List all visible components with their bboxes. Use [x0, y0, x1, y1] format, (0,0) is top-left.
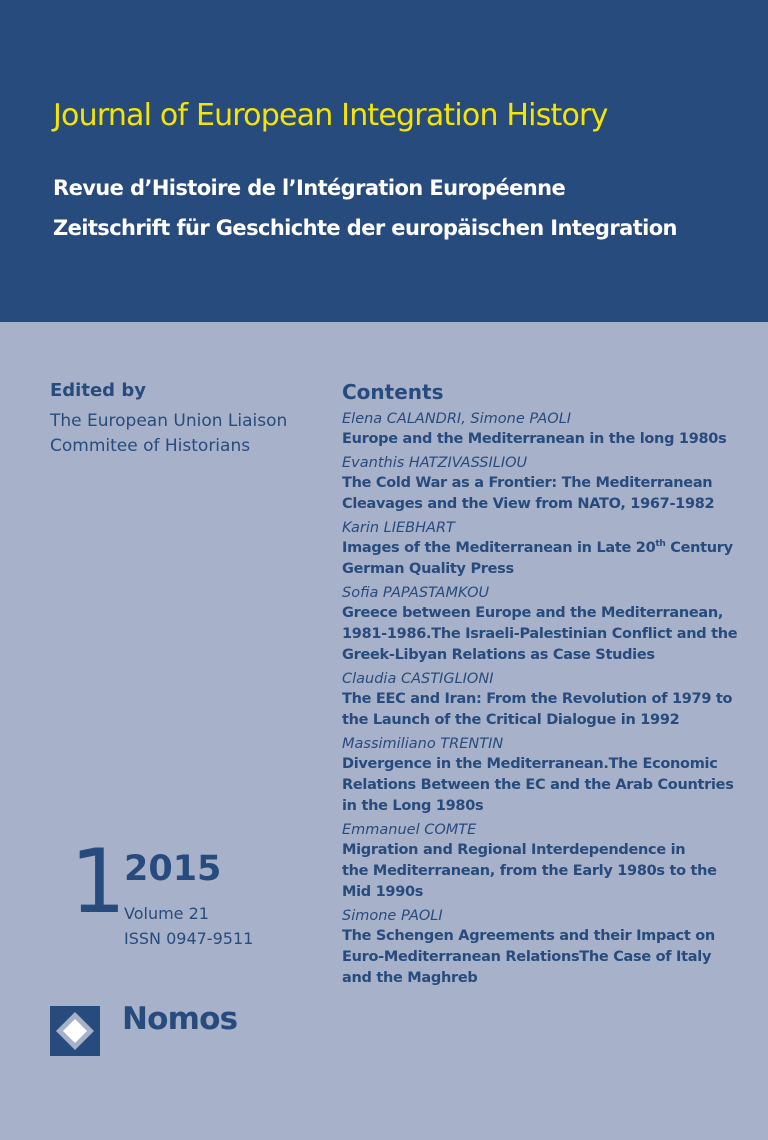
entry-title-line: The EEC and Iran: From the Revolution of 1979 to — [342, 691, 733, 707]
contents-list — [342, 380, 752, 992]
issue-volume: Volume 21 — [124, 904, 209, 923]
publisher-name: Nomos — [122, 1001, 238, 1037]
cover-header — [0, 0, 768, 322]
entry-title[interactable] — [342, 840, 752, 903]
contents-entry — [342, 453, 752, 515]
entry-title[interactable] — [342, 926, 752, 989]
entry-title-line: Divergence in the Mediterranean.The Economic — [342, 756, 718, 772]
entry-author: Emmanuel COMTE — [342, 822, 477, 838]
entry-title-line: in the Long 1980s — [342, 798, 484, 814]
entry-title-line: Europe and the Mediterranean in the long 1980s — [342, 431, 727, 447]
entry-title-line: the Launch of the Critical Dialogue in 1992 — [342, 712, 680, 728]
issue-issn: ISSN 0947-9511 — [124, 929, 254, 948]
entry-author: Sofia PAPASTAMKOU — [342, 585, 490, 601]
entry-title[interactable] — [342, 473, 752, 515]
entry-title-line: Cleavages and the View from NATO, 1967-1982 — [342, 496, 715, 512]
entry-title-line — [342, 538, 752, 559]
entry-author: Simone PAOLI — [342, 908, 443, 924]
journal-subtitle-de: Zeitschrift für Geschichte der europäischen Integration — [53, 216, 677, 240]
contents-heading: Contents — [342, 380, 444, 404]
entry-title-line: Greek-Libyan Relations as Case Studies — [342, 647, 655, 663]
entry-title-line: The Cold War as a Frontier: The Mediterranean — [342, 475, 713, 491]
entry-title-line: Relations Between the EC and the Arab Countries — [342, 777, 734, 793]
entry-title-line: Greece between Europe and the Mediterranean, — [342, 605, 724, 621]
entry-title-text: Images of the Mediterranean in Late 20 — [342, 540, 656, 556]
journal-title: Journal of European Integration History — [53, 98, 608, 133]
entry-title[interactable] — [342, 754, 752, 817]
edited-by-label: Edited by — [50, 380, 146, 401]
entry-title-line: Migration and Regional Interdependence in — [342, 842, 686, 858]
entry-title-line: and the Maghreb — [342, 970, 478, 986]
journal-subtitle-fr: Revue d’Histoire de l’Intégration Européenne — [53, 176, 566, 200]
entry-title-line: the Mediterranean, from the Early 1980s to the — [342, 863, 717, 879]
nomos-diamond-icon — [50, 1006, 100, 1056]
entry-title-line: Euro-Mediterranean RelationsThe Case of Italy — [342, 949, 712, 965]
contents-entry — [342, 734, 752, 817]
entry-title-text: Century — [665, 540, 733, 556]
issue-number: 1 — [70, 830, 126, 933]
entry-title-line: Mid 1990s — [342, 884, 424, 900]
entry-author: Evanthis HATZIVASSILIOU — [342, 455, 528, 471]
entry-title[interactable] — [342, 538, 752, 580]
contents-entry — [342, 906, 752, 989]
entry-title-line: German Quality Press — [342, 561, 514, 577]
entry-title[interactable] — [342, 603, 752, 666]
entry-author: Elena CALANDRI, Simone PAOLI — [342, 411, 572, 427]
entry-title[interactable] — [342, 689, 752, 731]
contents-entry — [342, 409, 752, 450]
editor-line-2: Commitee of Historians — [50, 436, 251, 456]
contents-entry — [342, 583, 752, 666]
entry-author: Massimiliano TRENTIN — [342, 736, 504, 752]
entry-title-line: 1981-1986.The Israeli-Palestinian Conflict and the — [342, 626, 738, 642]
entry-title-line: The Schengen Agreements and their Impact on — [342, 928, 715, 944]
contents-entry — [342, 669, 752, 731]
entry-author: Claudia CASTIGLIONI — [342, 671, 494, 687]
contents-entry — [342, 820, 752, 903]
issue-year: 2015 — [124, 849, 222, 889]
ordinal-suffix: th — [655, 539, 666, 550]
entry-author: Karin LIEBHART — [342, 520, 455, 536]
contents-entry — [342, 518, 752, 580]
editor-line-1: The European Union Liaison — [50, 411, 288, 431]
entry-title[interactable] — [342, 429, 752, 450]
